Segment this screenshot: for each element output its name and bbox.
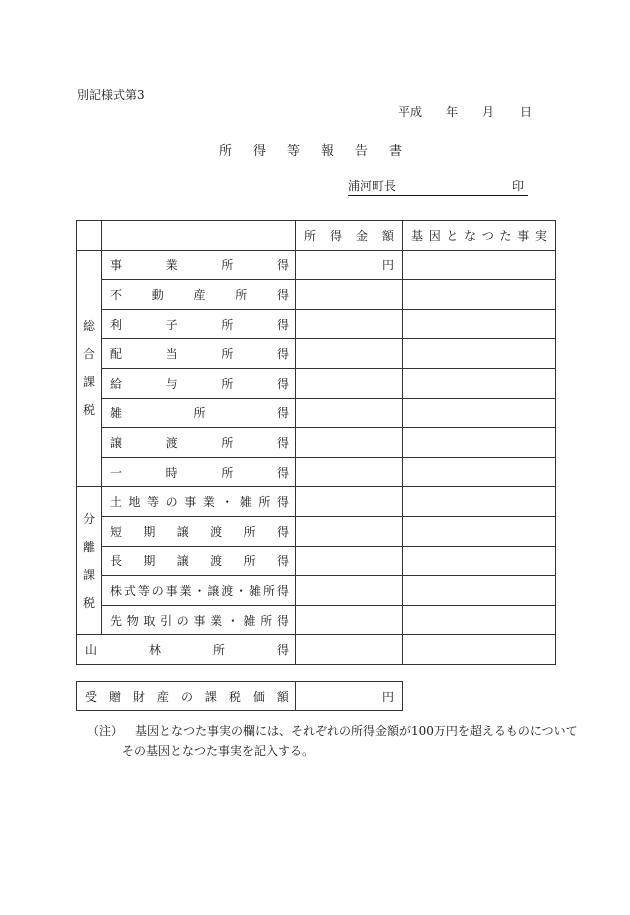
gift-label-cell — [77, 682, 296, 711]
row-label: 株 式 等 の 事 業 ・ 譲 渡 ・ 雑 所 得 — [110, 583, 289, 598]
row-label: 一 時 所 得 — [110, 465, 289, 480]
cause-cell[interactable] — [403, 576, 556, 606]
footnote-text-1: 基因となつた事実の欄には、それぞれの所得金額が100万円を超えるものについて — [135, 724, 578, 738]
forestry-label: 山 林 所 得 — [85, 643, 289, 658]
row-label-cell — [102, 487, 296, 517]
amount-cell[interactable] — [296, 516, 403, 546]
forestry-amount-cell[interactable] — [296, 635, 403, 665]
table-row — [77, 339, 556, 369]
header-blank-2 — [102, 221, 296, 251]
group-label-2: 分 離 課 税 — [77, 487, 102, 635]
gift-tax-table — [76, 681, 403, 711]
row-label: 土 地 等 の 事 業 ・ 雑 所 得 — [110, 495, 289, 510]
table-row — [77, 309, 556, 339]
gift-label: 受 贈 財 産 の 課 税 価 額 — [85, 689, 289, 704]
cause-cell[interactable] — [403, 516, 556, 546]
table-header-row — [77, 221, 556, 251]
cause-cell[interactable] — [403, 309, 556, 339]
table-row — [77, 516, 556, 546]
cause-cell[interactable] — [403, 280, 556, 310]
footnote-line-1 — [87, 721, 578, 741]
footnote — [87, 721, 578, 761]
amount-cell[interactable] — [296, 309, 403, 339]
header-amount-label: 所 得 金 額 — [304, 228, 394, 243]
row-label: 配 当 所 得 — [110, 347, 289, 362]
seal-mark: 印 — [511, 179, 524, 193]
group-label-1: 総 合 課 税 — [77, 250, 102, 487]
cause-cell[interactable] — [403, 605, 556, 635]
amount-cell[interactable] — [296, 457, 403, 487]
cause-cell[interactable] — [403, 368, 556, 398]
form-number: 別記様式第3 — [77, 88, 145, 102]
table-row — [77, 457, 556, 487]
row-label-cell — [102, 339, 296, 369]
amount-cell[interactable] — [296, 605, 403, 635]
row-label-cell — [102, 457, 296, 487]
amount-cell[interactable] — [296, 339, 403, 369]
header-amount — [296, 221, 403, 251]
row-label-cell — [102, 428, 296, 458]
row-label: 長 期 譲 渡 所 得 — [110, 554, 289, 569]
date-era: 平成 — [398, 105, 423, 119]
row-label-cell — [102, 605, 296, 635]
footnote-line-2 — [87, 741, 578, 761]
table-row-forestry — [77, 635, 556, 665]
cause-cell[interactable] — [403, 546, 556, 576]
header-blank-1 — [77, 221, 102, 251]
row-label-cell — [102, 280, 296, 310]
cause-cell[interactable] — [403, 250, 556, 280]
row-label-cell — [102, 516, 296, 546]
cause-cell[interactable] — [403, 487, 556, 517]
amount-cell[interactable] — [296, 546, 403, 576]
row-label: 譲 渡 所 得 — [110, 435, 289, 450]
row-label: 先 物 取 引 の 事 業 ・ 雑 所 得 — [110, 613, 289, 628]
table-row — [77, 280, 556, 310]
date-day: 日 — [520, 105, 533, 119]
cause-cell[interactable] — [403, 457, 556, 487]
table-row — [77, 576, 556, 606]
gift-amount-cell[interactable]: 円 — [296, 682, 403, 711]
row-label-cell — [102, 576, 296, 606]
footnote-text-2: その基因となつた事実を記入する。 — [122, 744, 315, 758]
table-row — [77, 605, 556, 635]
cause-cell[interactable] — [403, 339, 556, 369]
row-label-cell — [102, 309, 296, 339]
table-row — [77, 398, 556, 428]
row-label: 事 業 所 得 — [110, 258, 289, 273]
document-title: 所得等報告書 — [218, 144, 423, 159]
table-row — [77, 487, 556, 517]
amount-cell[interactable] — [296, 487, 403, 517]
amount-cell[interactable] — [296, 368, 403, 398]
addressee-name: 浦河町長 — [348, 179, 397, 193]
table-row — [77, 428, 556, 458]
row-label: 短 期 譲 渡 所 得 — [110, 524, 289, 539]
row-label: 利 子 所 得 — [110, 317, 289, 332]
amount-cell[interactable] — [296, 280, 403, 310]
row-label: 不 動 産 所 得 — [110, 287, 289, 302]
header-cause-label: 基 因 と な つ た 事 実 — [411, 228, 547, 243]
header-cause — [403, 221, 556, 251]
row-label-cell — [102, 250, 296, 280]
row-label: 雑 所 得 — [110, 406, 289, 421]
footnote-prefix: （注） — [87, 724, 124, 738]
row-label-cell — [102, 546, 296, 576]
amount-cell[interactable]: 円 — [296, 250, 403, 280]
table-row — [77, 546, 556, 576]
table-row — [77, 368, 556, 398]
amount-cell[interactable] — [296, 398, 403, 428]
date-line — [398, 103, 532, 120]
gift-row — [77, 682, 403, 711]
addressee-line[interactable] — [348, 179, 528, 196]
table-row — [77, 250, 556, 280]
date-year: 年 — [446, 105, 459, 119]
row-label-cell — [102, 368, 296, 398]
row-label: 給 与 所 得 — [110, 376, 289, 391]
forestry-label-cell — [77, 635, 296, 665]
cause-cell[interactable] — [403, 428, 556, 458]
cause-cell[interactable] — [403, 398, 556, 428]
forestry-cause-cell[interactable] — [403, 635, 556, 665]
amount-cell[interactable] — [296, 576, 403, 606]
row-label-cell — [102, 398, 296, 428]
amount-cell[interactable] — [296, 428, 403, 458]
income-report-table — [76, 220, 556, 665]
date-month: 月 — [482, 105, 495, 119]
